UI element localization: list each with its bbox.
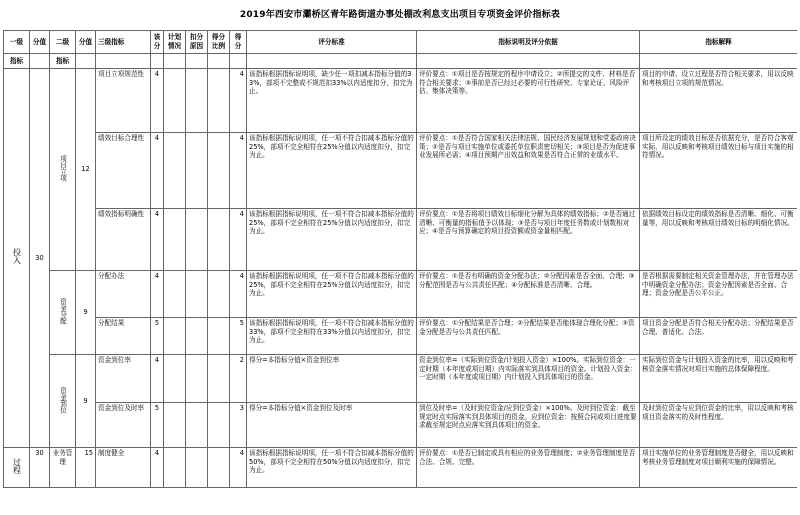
table-row	[4, 318, 798, 355]
row-criteria: 得分=本指标分值×资金到位率	[247, 355, 417, 403]
header-plan: 计划情况	[164, 31, 186, 54]
row-explain: 项目所设定的绩效目标是否依据充分，是否符合客观实际，用以反映和考核项目绩效目标与项目实施的相符情况。	[640, 133, 798, 209]
row-name: 项目立项规范性	[96, 69, 151, 133]
row-name: 绩效指标明确性	[96, 209, 151, 271]
row-explain: 是否根据需要制定相关资金管理办法，并在管理办法中明确资金分配办法；资金分配因素是否全面、合理；资金分配是否公平公正。	[640, 271, 798, 318]
row-criteria: 该指标根据指标说明项，任一项不符合扣减本指标分值的25%，部项不完全相符在25%分值以内适度扣分，扣完为止。	[247, 133, 417, 209]
row-basis: 评价要点：①分配结果是否合理；②分配结果是否能体现合理化分配；③资金分配是否与公共责任匹配。	[417, 318, 640, 355]
row-weight: 4	[151, 69, 164, 133]
row-basis: 评价要点：①项目是否按规定的程序申请设立；②所提交的文件、材料是否符合相关要求；③事前是否已经过必要的可行性研究、专家论证、风险评估、集体决策等。	[417, 69, 640, 133]
group-arrival-label: 资金到位	[50, 355, 76, 448]
row-explain: 依据绩效目标设定的绩效指标是否清晰、细化、可衡量等，用以反映和考核项目绩效目标的明细化情况。	[640, 209, 798, 271]
row-criteria: 得分=本指标分值×资金到位及时率	[247, 403, 417, 448]
row-score: 3	[230, 403, 247, 448]
table-row	[4, 69, 798, 133]
header-weight2: 分值	[76, 31, 96, 54]
group-input-score: 30	[30, 69, 50, 448]
row-score: 4	[230, 69, 247, 133]
row-basis: 到位及时率=（及时到位资金/应到位资金）×100%。及时到位资金：截至规定时点实际落实到具体项目的资金。应到位资金：按照合同或项目进度要求截至规定时点应落实到具体项目的资金。	[417, 403, 640, 448]
row-name: 分配办法	[96, 271, 151, 318]
group-process-score: 30	[30, 448, 50, 488]
header-row	[4, 31, 798, 54]
row-name: 资金到位及时率	[96, 403, 151, 448]
row-name: 制度健全	[96, 448, 151, 488]
header-explain: 指标解释	[640, 31, 798, 54]
row-score: 5	[230, 318, 247, 355]
row-score: 2	[230, 355, 247, 403]
group-business-score: 15	[76, 448, 96, 488]
row-name: 绩效目标合理性	[96, 133, 151, 209]
row-name: 资金到位率	[96, 355, 151, 403]
group-decision-label: 项目立项	[50, 69, 76, 271]
header-criteria: 评分标准	[247, 31, 417, 54]
row-weight: 4	[151, 209, 164, 271]
row-score: 4	[230, 448, 247, 488]
row-basis: 评价要点：①是否有明确的资金分配办法；②分配因素是否全面、合理；③分配范围是否与公共责任匹配；④分配标准是否清晰、合理。	[417, 271, 640, 318]
table-row	[4, 403, 798, 448]
header-reason: 扣分原因	[186, 31, 208, 54]
header-weight1: 分值	[30, 31, 50, 54]
header-level2: 二级	[50, 31, 76, 54]
table-row	[4, 133, 798, 209]
row-criteria: 该指标根据指标说明项，任一项不符合扣减本指标分值的50%，部项不完全相符在50%分值以内适度扣分，扣完为止。	[247, 448, 417, 488]
row-score: 4	[230, 209, 247, 271]
table-row	[4, 355, 798, 403]
header-score: 得分	[230, 31, 247, 54]
row-weight: 4	[151, 355, 164, 403]
table-row	[4, 209, 798, 271]
row-weight: 4	[151, 133, 164, 209]
header-level3: 三级指标	[96, 31, 151, 54]
header-ratio: 得分比例	[208, 31, 230, 54]
row-basis: 资金到位率=（实际到位资金/计划投入资金）×100%。实际到位资金：一定时期（本年度或项目期）内实际落实到具体项目的资金。计划投入资金：一定时期（本年度或项目期）内计划投入到具体项目的资金。	[417, 355, 640, 403]
row-criteria: 该指标根据指标说明项，任一项不符合扣减本指标分值的25%，部项不完全相符在25%分值以内适度扣分，扣完为止。	[247, 209, 417, 271]
row-weight: 5	[151, 318, 164, 355]
indicator-label-l1: 指标	[4, 54, 30, 69]
table-title: 2019年西安市灞桥区青年路街道办事处棚改利息支出项目专项资金评价指标表	[239, 10, 561, 20]
indicator-table	[3, 30, 797, 488]
group-funds-label: 资金分配	[50, 271, 76, 355]
table-row	[4, 271, 798, 318]
header-weight3: 该分	[151, 31, 164, 54]
row-explain: 项目实施单位的业务管理制度是否健全，用以反映和考核业务管理制度对项目顺利实施的保障情况。	[640, 448, 798, 488]
row-explain: 项目的申请、设立过程是否符合相关要求，用以反映和考核项目立项的规范情况。	[640, 69, 798, 133]
row-weight: 5	[151, 403, 164, 448]
group-business-label: 业务管理	[50, 448, 76, 488]
row-name: 分配结果	[96, 318, 151, 355]
row-criteria: 该指标根据指标说明项，缺少任一项扣减本指标分值的33%，部项不完整或不规范扣33%以内适度扣分，扣完为止。	[247, 69, 417, 133]
row-basis: 评价要点：①是否将项目绩效目标细化分解为具体的绩效指标；②是否通过清晰、可衡量的指标值予以体现；③是否与项目年度任务数或计划数相对应；④是否与预算确定的项目投资额或资金量相匹配。	[417, 209, 640, 271]
row-score: 4	[230, 133, 247, 209]
row-explain: 实际到位资金与计划投入资金的比率，用以反映和考核资金落实情况对项目实施的总体保障程度。	[640, 355, 798, 403]
indicator-table-wrapper	[3, 30, 797, 514]
group-input-label: 投入	[4, 69, 30, 448]
row-score: 4	[230, 271, 247, 318]
indicator-label-row	[4, 54, 798, 69]
header-basis: 指标说明及评分依据	[417, 31, 640, 54]
group-arrival-score: 9	[76, 355, 96, 448]
row-weight: 4	[151, 271, 164, 318]
indicator-label-l2: 指标	[50, 54, 76, 69]
row-basis: 评价要点：①是否已制定或具有相应的业务管理制度；②业务管理制度是否合法、合规、完整。	[417, 448, 640, 488]
row-weight: 4	[151, 448, 164, 488]
header-level1: 一级	[4, 31, 30, 54]
group-process-label: 过程	[4, 448, 30, 488]
group-decision-score: 12	[76, 69, 96, 271]
table-row	[4, 448, 798, 488]
row-explain: 项目资金分配是否符合相关分配办法；分配结果是否合理、普适化、合法。	[640, 318, 798, 355]
row-explain: 及时到位资金与应到位资金的比率，用以反映和考核项目资金落实的及时性程度。	[640, 403, 798, 448]
group-funds-score: 9	[76, 271, 96, 355]
row-basis: 评价要点：①是否符合国家相关法律法规、国民经济发展规划和党委政府决策；②是否与项目实施单位或委托单位职责密切相关；③项目是否为促进事业发展所必需；④项目预期产出效益和效果是否符合正常的业绩水平。	[417, 133, 640, 209]
row-criteria: 该指标根据指标说明项，任一项不符合扣减本指标分值的33%，部项不完全相符在33%分值以内适度扣分，扣完为止。	[247, 318, 417, 355]
row-criteria: 该指标根据指标说明项，任一项不符合扣减本指标分值的25%，部项不完全相符在25%分值以内适度扣分，扣完为止。	[247, 271, 417, 318]
